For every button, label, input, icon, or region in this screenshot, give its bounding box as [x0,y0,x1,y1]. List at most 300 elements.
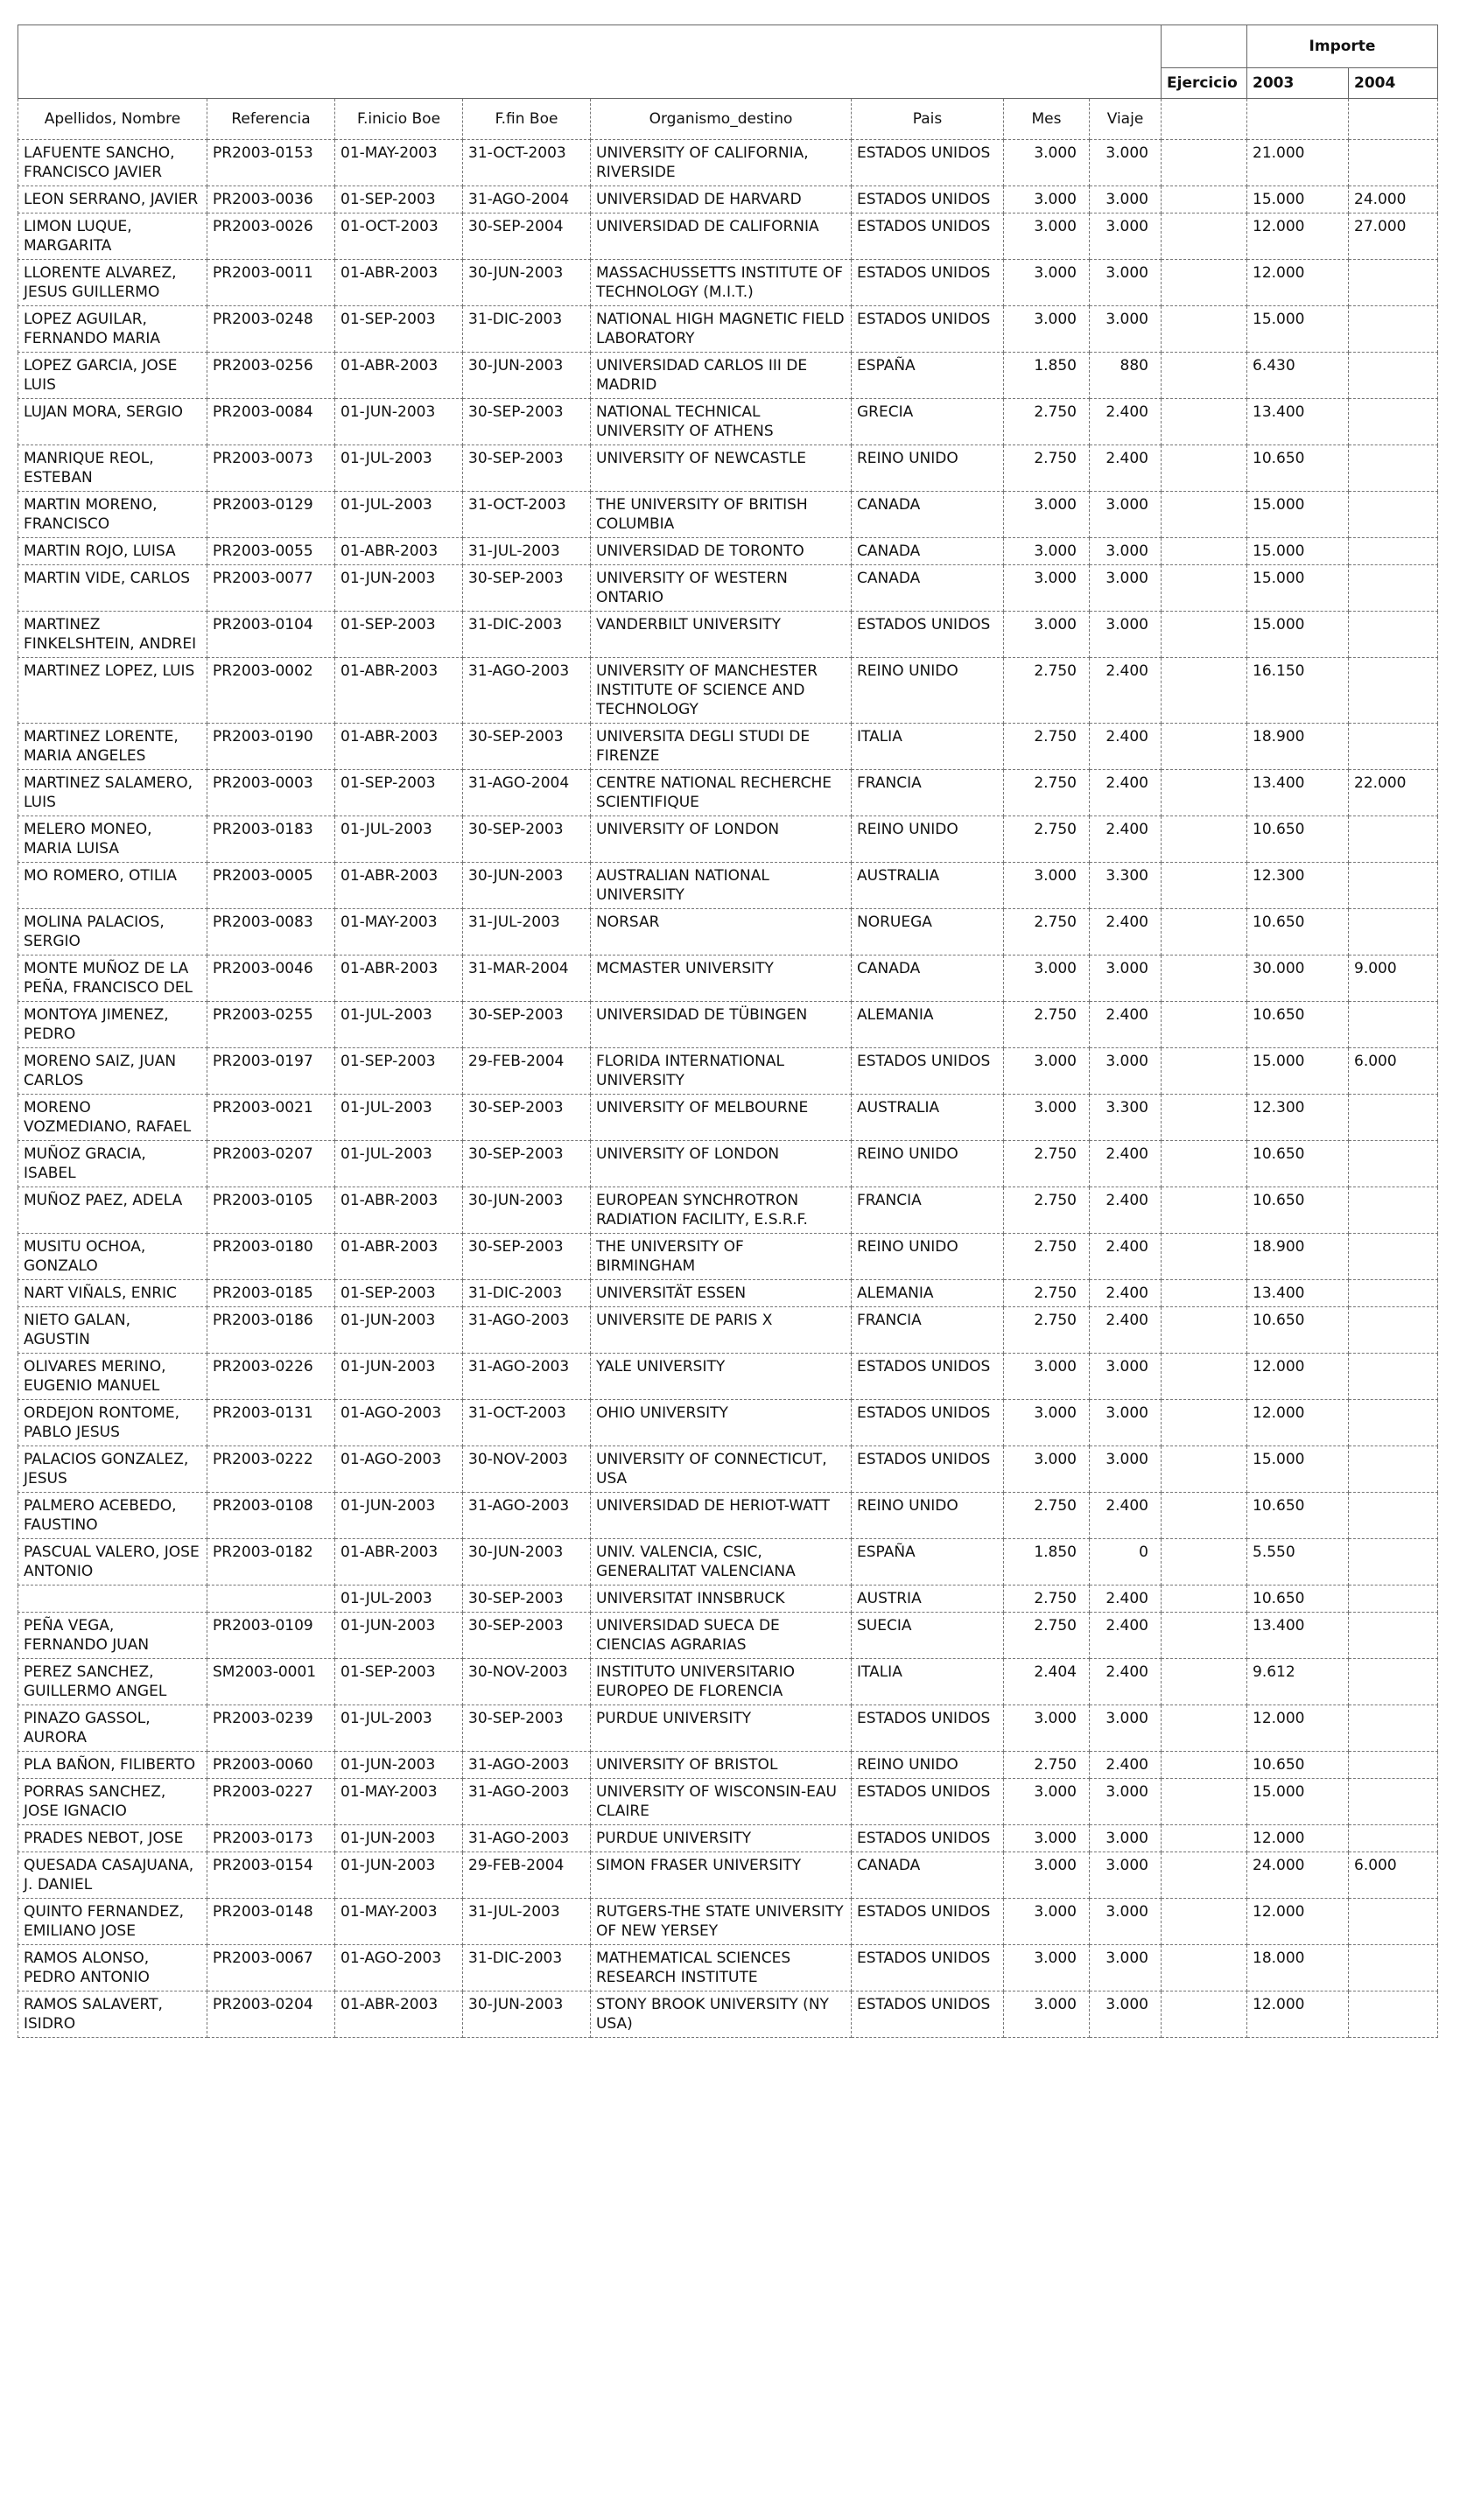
col-header-viaje: Viaje [1090,99,1162,140]
table-row [18,770,1438,816]
cell-organismo: UNIVERSITÄT ESSEN [591,1280,852,1307]
cell-inicio: 01-JUN-2003 [335,399,463,445]
cell-nombre: LAFUENTE SANCHO, FRANCISCO JAVIER [18,140,207,186]
cell-nombre: PRADES NEBOT, JOSE [18,1825,207,1852]
cell-pais: AUSTRIA [852,1586,1004,1613]
cell-fin: 31-OCT-2003 [463,140,591,186]
cell-importe-2003: 12.000 [1247,1400,1349,1446]
cell-organismo: UNIVERSITY OF MANCHESTER INSTITUTE OF SCIENCE AND TECHNOLOGY [591,658,852,724]
cell-importe-2003: 10.650 [1247,445,1349,492]
cell-nombre: PORRAS SANCHEZ, JOSE IGNACIO [18,1779,207,1825]
cell-viaje: 2.400 [1090,1187,1162,1234]
table-row [18,1659,1438,1705]
table-row [18,214,1438,260]
cell-pais: CANADA [852,492,1004,538]
cell-nombre: MUÑOZ GRACIA, ISABEL [18,1141,207,1187]
cell-nombre: LOPEZ AGUILAR, FERNANDO MARIA [18,306,207,353]
cell-fin: 30-JUN-2003 [463,1992,591,2038]
cell-pais: ESTADOS UNIDOS [852,306,1004,353]
cell-pais: FRANCIA [852,1307,1004,1354]
cell-viaje: 2.400 [1090,1752,1162,1779]
cell-pais: ESTADOS UNIDOS [852,1945,1004,1992]
table-row [18,1280,1438,1307]
cell-nombre: MANRIQUE REOL, ESTEBAN [18,445,207,492]
cell-fin: 31-AGO-2003 [463,1825,591,1852]
cell-ejercicio [1162,1400,1247,1446]
cell-importe-2003: 15.000 [1247,492,1349,538]
cell-ejercicio [1162,186,1247,214]
cell-nombre: MARTIN VIDE, CARLOS [18,565,207,612]
cell-inicio: 01-ABR-2003 [335,724,463,770]
cell-mes: 2.750 [1004,1141,1090,1187]
cell-mes: 2.750 [1004,658,1090,724]
cell-mes: 2.750 [1004,445,1090,492]
cell-referencia: PR2003-0083 [207,909,335,956]
cell-pais: ESTADOS UNIDOS [852,260,1004,306]
cell-importe-2003: 13.400 [1247,1280,1349,1307]
cell-mes: 3.000 [1004,1446,1090,1493]
cell-organismo: UNIVERSITA DEGLI STUDI DE FIRENZE [591,724,852,770]
cell-inicio: 01-ABR-2003 [335,1992,463,2038]
cell-pais: NORUEGA [852,909,1004,956]
cell-importe-2004 [1349,658,1438,724]
cell-nombre: PASCUAL VALERO, JOSE ANTONIO [18,1539,207,1586]
table-row [18,724,1438,770]
cell-ejercicio [1162,909,1247,956]
cell-ejercicio [1162,1095,1247,1141]
cell-pais: CANADA [852,1852,1004,1899]
cell-mes: 3.000 [1004,306,1090,353]
cell-organismo: UNIVERSITY OF WISCONSIN-EAU CLAIRE [591,1779,852,1825]
cell-mes: 3.000 [1004,1705,1090,1752]
cell-pais: AUSTRALIA [852,1095,1004,1141]
cell-mes: 3.000 [1004,863,1090,909]
cell-viaje: 2.400 [1090,816,1162,863]
cell-viaje: 2.400 [1090,1586,1162,1613]
cell-referencia: PR2003-0108 [207,1493,335,1539]
cell-importe-2003: 6.430 [1247,353,1349,399]
cell-nombre: RAMOS SALAVERT, ISIDRO [18,1992,207,2038]
cell-nombre [18,1586,207,1613]
cell-fin: 30-JUN-2003 [463,863,591,909]
cell-fin: 31-OCT-2003 [463,1400,591,1446]
cell-mes: 2.750 [1004,1613,1090,1659]
cell-pais: ESPAÑA [852,353,1004,399]
cell-inicio: 01-ABR-2003 [335,956,463,1002]
cell-organismo: UNIVERSITY OF LONDON [591,1141,852,1187]
cell-mes: 2.750 [1004,909,1090,956]
cell-pais: ESTADOS UNIDOS [852,1779,1004,1825]
cell-importe-2003: 21.000 [1247,140,1349,186]
cell-referencia: PR2003-0227 [207,1779,335,1825]
cell-nombre: MARTIN MORENO, FRANCISCO [18,492,207,538]
cell-importe-2004 [1349,1613,1438,1659]
cell-nombre: MARTINEZ LORENTE, MARIA ANGELES [18,724,207,770]
cell-organismo: UNIVERSIDAD DE HARVARD [591,186,852,214]
cell-viaje: 3.000 [1090,1048,1162,1095]
cell-referencia: PR2003-0046 [207,956,335,1002]
cell-importe-2004 [1349,1493,1438,1539]
cell-importe-2004 [1349,612,1438,658]
cell-mes: 2.750 [1004,399,1090,445]
cell-importe-2003: 9.612 [1247,1659,1349,1705]
cell-mes: 3.000 [1004,1852,1090,1899]
cell-organismo: PURDUE UNIVERSITY [591,1825,852,1852]
cell-referencia: PR2003-0255 [207,1002,335,1048]
cell-ejercicio [1162,1539,1247,1586]
cell-importe-2003: 10.650 [1247,1002,1349,1048]
cell-viaje: 2.400 [1090,1493,1162,1539]
cell-inicio: 01-SEP-2003 [335,1659,463,1705]
cell-mes: 3.000 [1004,186,1090,214]
cell-importe-2004 [1349,399,1438,445]
cell-importe-2003: 15.000 [1247,538,1349,565]
cell-viaje: 3.000 [1090,1446,1162,1493]
cell-viaje: 2.400 [1090,399,1162,445]
cell-referencia: PR2003-0002 [207,658,335,724]
cell-fin: 30-SEP-2003 [463,1234,591,1280]
table-row [18,1539,1438,1586]
table-row [18,863,1438,909]
cell-mes: 2.750 [1004,1002,1090,1048]
year-2004-header: 2004 [1349,68,1438,99]
cell-mes: 2.750 [1004,1234,1090,1280]
cell-referencia: PR2003-0154 [207,1852,335,1899]
cell-ejercicio [1162,658,1247,724]
cell-importe-2004: 24.000 [1349,186,1438,214]
table-row [18,186,1438,214]
table-row [18,658,1438,724]
cell-nombre: MONTOYA JIMENEZ, PEDRO [18,1002,207,1048]
table-row [18,956,1438,1002]
cell-mes: 2.750 [1004,770,1090,816]
cell-viaje: 2.400 [1090,445,1162,492]
ejercicio-header: Ejercicio [1162,68,1247,99]
cell-organismo: UNIVERSITY OF CALIFORNIA, RIVERSIDE [591,140,852,186]
cell-ejercicio [1162,445,1247,492]
cell-viaje: 2.400 [1090,770,1162,816]
cell-mes: 3.000 [1004,1354,1090,1400]
cell-inicio: 01-ABR-2003 [335,1187,463,1234]
cell-mes: 3.000 [1004,538,1090,565]
table-row [18,1141,1438,1187]
cell-organismo: THE UNIVERSITY OF BRITISH COLUMBIA [591,492,852,538]
cell-mes: 2.404 [1004,1659,1090,1705]
cell-inicio: 01-JUL-2003 [335,445,463,492]
cell-importe-2004 [1349,140,1438,186]
cell-ejercicio [1162,1613,1247,1659]
cell-inicio: 01-SEP-2003 [335,1280,463,1307]
cell-fin: 30-SEP-2003 [463,399,591,445]
cell-fin: 29-FEB-2004 [463,1852,591,1899]
cell-referencia: PR2003-0197 [207,1048,335,1095]
cell-organismo: RUTGERS-THE STATE UNIVERSITY OF NEW YERSEY [591,1899,852,1945]
table-row [18,1095,1438,1141]
cell-inicio: 01-AGO-2003 [335,1400,463,1446]
cell-viaje: 3.000 [1090,612,1162,658]
cell-viaje: 2.400 [1090,1613,1162,1659]
cell-importe-2004 [1349,445,1438,492]
cell-mes: 3.000 [1004,1945,1090,1992]
cell-ejercicio [1162,1852,1247,1899]
cell-viaje: 3.000 [1090,1992,1162,2038]
cell-viaje: 3.000 [1090,140,1162,186]
cell-referencia: PR2003-0109 [207,1613,335,1659]
cell-importe-2003: 10.650 [1247,1307,1349,1354]
cell-pais: ESTADOS UNIDOS [852,1825,1004,1852]
col-header-nombre: Apellidos, Nombre [18,99,207,140]
cell-importe-2004: 6.000 [1349,1048,1438,1095]
col-header-mes: Mes [1004,99,1090,140]
cell-importe-2003: 18.000 [1247,1945,1349,1992]
table-row [18,1307,1438,1354]
cell-inicio: 01-SEP-2003 [335,186,463,214]
cell-inicio: 01-JUL-2003 [335,1095,463,1141]
table-row [18,909,1438,956]
cell-fin: 31-AGO-2003 [463,1779,591,1825]
header-blank-cell [1162,25,1247,68]
cell-importe-2003: 15.000 [1247,1779,1349,1825]
cell-viaje: 3.000 [1090,186,1162,214]
cell-pais: FRANCIA [852,1187,1004,1234]
cell-fin: 31-DIC-2003 [463,1280,591,1307]
cell-ejercicio [1162,140,1247,186]
cell-referencia: PR2003-0021 [207,1095,335,1141]
cell-fin: 31-AGO-2003 [463,658,591,724]
cell-organismo: UNIVERSITY OF BRISTOL [591,1752,852,1779]
cell-importe-2003: 18.900 [1247,1234,1349,1280]
cell-fin: 29-FEB-2004 [463,1048,591,1095]
cell-importe-2003: 10.650 [1247,1493,1349,1539]
cell-importe-2004 [1349,1899,1438,1945]
cell-ejercicio [1162,1141,1247,1187]
cell-mes: 3.000 [1004,260,1090,306]
cell-ejercicio [1162,1234,1247,1280]
cell-pais: AUSTRALIA [852,863,1004,909]
grants-table [18,24,1438,2038]
cell-inicio: 01-ABR-2003 [335,1234,463,1280]
cell-importe-2003: 18.900 [1247,724,1349,770]
cell-importe-2003: 10.650 [1247,909,1349,956]
cell-nombre: MARTINEZ SALAMERO, LUIS [18,770,207,816]
cell-inicio: 01-JUN-2003 [335,1493,463,1539]
cell-organismo: UNIVERSITAT INNSBRUCK [591,1586,852,1613]
cell-organismo: STONY BROOK UNIVERSITY (NY USA) [591,1992,852,2038]
cell-ejercicio [1162,1187,1247,1234]
cell-importe-2003: 12.300 [1247,1095,1349,1141]
cell-importe-2004: 27.000 [1349,214,1438,260]
cell-nombre: PINAZO GASSOL, AURORA [18,1705,207,1752]
col-header-organismo: Organismo_destino [591,99,852,140]
cell-viaje: 3.000 [1090,1825,1162,1852]
cell-mes: 2.750 [1004,1752,1090,1779]
cell-organismo: UNIVERSITY OF CONNECTICUT, USA [591,1446,852,1493]
cell-importe-2003: 12.300 [1247,863,1349,909]
cell-mes: 3.000 [1004,1095,1090,1141]
cell-inicio: 01-ABR-2003 [335,260,463,306]
cell-importe-2004 [1349,1400,1438,1446]
cell-importe-2003: 13.400 [1247,399,1349,445]
cell-viaje: 3.000 [1090,1899,1162,1945]
cell-importe-2004 [1349,538,1438,565]
table-row [18,353,1438,399]
cell-importe-2004 [1349,1779,1438,1825]
cell-fin: 31-JUL-2003 [463,538,591,565]
cell-viaje: 3.000 [1090,1400,1162,1446]
cell-pais: ESTADOS UNIDOS [852,214,1004,260]
cell-ejercicio [1162,1752,1247,1779]
cell-viaje: 3.000 [1090,565,1162,612]
table-header [18,25,1438,140]
cell-fin: 31-AGO-2004 [463,770,591,816]
cell-inicio: 01-JUN-2003 [335,1852,463,1899]
cell-mes: 3.000 [1004,1899,1090,1945]
cell-fin: 31-DIC-2003 [463,1945,591,1992]
cell-pais: ESTADOS UNIDOS [852,140,1004,186]
cell-ejercicio [1162,214,1247,260]
cell-nombre: MUSITU OCHOA, GONZALO [18,1234,207,1280]
cell-referencia: PR2003-0073 [207,445,335,492]
cell-referencia: PR2003-0204 [207,1992,335,2038]
cell-fin: 30-SEP-2003 [463,1095,591,1141]
cell-nombre: MELERO MONEO, MARIA LUISA [18,816,207,863]
cell-organismo: NATIONAL HIGH MAGNETIC FIELD LABORATORY [591,306,852,353]
cell-organismo: UNIVERSITY OF LONDON [591,816,852,863]
cell-organismo: UNIVERSIDAD DE CALIFORNIA [591,214,852,260]
cell-pais: ALEMANIA [852,1002,1004,1048]
cell-referencia: PR2003-0084 [207,399,335,445]
cell-referencia [207,1586,335,1613]
cell-importe-2003: 12.000 [1247,214,1349,260]
cell-importe-2004 [1349,1187,1438,1234]
cell-ejercicio [1162,538,1247,565]
cell-importe-2004 [1349,260,1438,306]
cell-pais: ESTADOS UNIDOS [852,612,1004,658]
table-row [18,538,1438,565]
cell-inicio: 01-JUN-2003 [335,1825,463,1852]
cell-organismo: MCMASTER UNIVERSITY [591,956,852,1002]
cell-viaje: 3.000 [1090,538,1162,565]
cell-viaje: 2.400 [1090,1280,1162,1307]
table-row [18,1187,1438,1234]
cell-organismo: VANDERBILT UNIVERSITY [591,612,852,658]
cell-ejercicio [1162,1992,1247,2038]
cell-viaje: 2.400 [1090,1659,1162,1705]
cell-mes: 2.750 [1004,816,1090,863]
cell-pais: ESTADOS UNIDOS [852,1992,1004,2038]
cell-ejercicio [1162,1586,1247,1613]
cell-importe-2003: 10.650 [1247,1141,1349,1187]
cell-fin: 30-SEP-2003 [463,1705,591,1752]
cell-viaje: 880 [1090,353,1162,399]
cell-referencia: PR2003-0185 [207,1280,335,1307]
cell-nombre: LLORENTE ALVAREZ, JESUS GUILLERMO [18,260,207,306]
cell-mes: 3.000 [1004,140,1090,186]
cell-ejercicio [1162,770,1247,816]
cell-organismo: EUROPEAN SYNCHROTRON RADIATION FACILITY, E.S.R.F. [591,1187,852,1234]
cell-nombre: LIMON LUQUE, MARGARITA [18,214,207,260]
cell-fin: 30-SEP-2004 [463,214,591,260]
cell-ejercicio [1162,353,1247,399]
cell-nombre: ORDEJON RONTOME, PABLO JESUS [18,1400,207,1446]
cell-nombre: QUINTO FERNANDEZ, EMILIANO JOSE [18,1899,207,1945]
cell-referencia: PR2003-0190 [207,724,335,770]
cell-pais: ESTADOS UNIDOS [852,186,1004,214]
cell-viaje: 2.400 [1090,1141,1162,1187]
cell-importe-2003: 10.650 [1247,1586,1349,1613]
table-row [18,1779,1438,1825]
cell-pais: FRANCIA [852,770,1004,816]
cell-importe-2003: 13.400 [1247,1613,1349,1659]
cell-ejercicio [1162,816,1247,863]
col-header-2003 [1247,99,1349,140]
cell-referencia: PR2003-0067 [207,1945,335,1992]
cell-pais: CANADA [852,956,1004,1002]
cell-inicio: 01-SEP-2003 [335,770,463,816]
cell-ejercicio [1162,612,1247,658]
cell-fin: 31-DIC-2003 [463,612,591,658]
cell-referencia: PR2003-0183 [207,816,335,863]
cell-importe-2004 [1349,306,1438,353]
cell-referencia: PR2003-0003 [207,770,335,816]
cell-fin: 31-AGO-2003 [463,1307,591,1354]
cell-referencia: PR2003-0105 [207,1187,335,1234]
cell-nombre: PLA BAÑON, FILIBERTO [18,1752,207,1779]
cell-pais: REINO UNIDO [852,1234,1004,1280]
cell-importe-2003: 15.000 [1247,186,1349,214]
cell-importe-2004 [1349,1659,1438,1705]
cell-fin: 31-JUL-2003 [463,1899,591,1945]
cell-referencia: PR2003-0055 [207,538,335,565]
cell-fin: 31-OCT-2003 [463,492,591,538]
cell-ejercicio [1162,1493,1247,1539]
col-header-referencia: Referencia [207,99,335,140]
cell-organismo: CENTRE NATIONAL RECHERCHE SCIENTIFIQUE [591,770,852,816]
cell-fin: 31-AGO-2004 [463,186,591,214]
cell-fin: 30-SEP-2003 [463,565,591,612]
cell-inicio: 01-OCT-2003 [335,214,463,260]
cell-importe-2004 [1349,1586,1438,1613]
cell-viaje: 3.000 [1090,260,1162,306]
cell-organismo: AUSTRALIAN NATIONAL UNIVERSITY [591,863,852,909]
cell-inicio: 01-JUL-2003 [335,1141,463,1187]
cell-ejercicio [1162,399,1247,445]
header-blank-area [18,25,1162,99]
cell-importe-2003: 16.150 [1247,658,1349,724]
cell-fin: 30-SEP-2003 [463,1002,591,1048]
cell-importe-2003: 15.000 [1247,612,1349,658]
table-row [18,816,1438,863]
cell-inicio: 01-ABR-2003 [335,353,463,399]
cell-referencia: PR2003-0104 [207,612,335,658]
cell-viaje: 0 [1090,1539,1162,1586]
cell-organismo: SIMON FRASER UNIVERSITY [591,1852,852,1899]
cell-referencia: PR2003-0129 [207,492,335,538]
cell-organismo: OHIO UNIVERSITY [591,1400,852,1446]
cell-inicio: 01-ABR-2003 [335,863,463,909]
cell-importe-2004 [1349,1280,1438,1307]
cell-nombre: NIETO GALAN, AGUSTIN [18,1307,207,1354]
cell-ejercicio [1162,724,1247,770]
cell-inicio: 01-JUL-2003 [335,816,463,863]
cell-importe-2003: 12.000 [1247,1705,1349,1752]
table-row [18,1852,1438,1899]
cell-viaje: 2.400 [1090,1002,1162,1048]
cell-fin: 30-JUN-2003 [463,260,591,306]
cell-viaje: 2.400 [1090,658,1162,724]
cell-ejercicio [1162,306,1247,353]
cell-mes: 3.000 [1004,956,1090,1002]
